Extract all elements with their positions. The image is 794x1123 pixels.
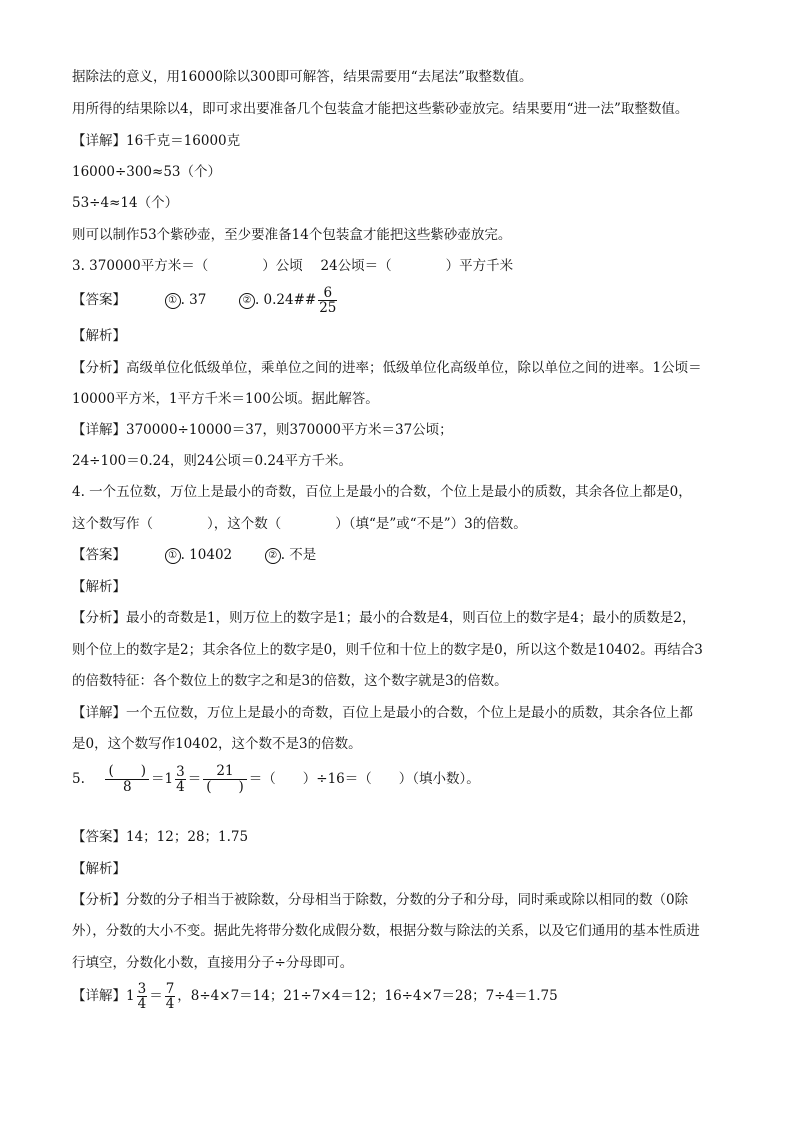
answer-3-line (72, 286, 339, 315)
detail-line: 是0，这个数写作10402，这个数不是3的倍数。 (72, 736, 362, 752)
fraction: $\frac{7}{4}$ (165, 981, 175, 1013)
detail-line: 【详解】16千克＝16000克 (72, 133, 241, 149)
fraction: $\frac{3}{4}$ (176, 763, 185, 795)
detail-line: 24÷100＝0.24，则24公顷＝0.24平方千米。 (72, 453, 353, 469)
question-number: 5. (72, 770, 85, 787)
circle-1-marker: ① (165, 293, 181, 309)
analysis-heading: 【解析】 (72, 861, 126, 877)
answer-label: 【答案】 (72, 547, 126, 563)
analysis-heading: 【解析】 (72, 328, 126, 344)
question-4: 4. 一个五位数，万位上是最小的奇数，百位上是最小的合数，个位上是最小的质数，其余各位上都是0， (72, 484, 692, 500)
analysis-text: 【分析】分数的分子相当于被除数，分母相当于除数，分数的分子和分母，同时乘或除以相同的数（0除 (72, 892, 689, 908)
analysis-heading: 【解析】 (72, 579, 126, 595)
answer-label: 【答案】 (72, 292, 126, 309)
fraction: $\frac{( )}{8}$ (105, 764, 149, 795)
calc-line: 16000÷300≈53（个） (72, 164, 222, 180)
text-line-1: 据除法的意义，用16000除以300即可解答，结果需要用“去尾法”取整数值。 (72, 69, 533, 85)
analysis-text: 外），分数的大小不变。据此先将带分数化成假分数，根据分数与除法的关系，以及它们通用的基本性质进 (72, 923, 700, 939)
circle-2-marker: ② (239, 293, 255, 309)
analysis-text: 10000平方米，1平方千米＝100公顷。据此解答。 (72, 391, 379, 407)
circle-2-marker: ② (265, 548, 281, 564)
detail-line: 【详解】一个五位数，万位上是最小的奇数，百位上是最小的合数，个位上是最小的质数，其余各位上都 (72, 705, 693, 721)
detail-line: 【详解】1 $\frac{3}{4}$ ＝ $\frac{7}{4}$ ，8÷4×7＝14；21÷7×4＝12；16÷4×7＝28；7÷4＝1.75 (72, 981, 558, 1013)
analysis-text: 行填空，分数化小数，直接用分子÷分母即可。 (72, 955, 354, 971)
calc-line: 53÷4≈14（个） (72, 195, 179, 211)
analysis-text: 【分析】高级单位化低级单位，乘单位之间的进率；低级单位化高级单位，除以单位之间的进率。1公顷＝ (72, 360, 702, 376)
conclusion-line: 则可以制作53个紫砂壶，至少要准备14个包装盒才能把这些紫砂壶放完。 (72, 227, 512, 243)
answer-value: . 10402 (180, 547, 233, 563)
question-5: 5. $\frac{( )}{8}$ ＝1 $\frac{3}{4}$ ＝ $\frac{21}{( )}$ ＝（ ）÷16＝（ ）（填小数）。 (72, 763, 480, 795)
text-line-2: 用所得的结果除以4，即可求出要准备几个包装盒才能把这些紫砂壶放完。结果要用“进一法”取整数值。 (72, 101, 689, 117)
fraction: $\frac{21}{( )}$ (203, 764, 247, 795)
fraction: $\frac{6}{25}$ (319, 285, 337, 317)
answer-value: . 不是 (280, 547, 317, 563)
question-3: 3. 370000平方米＝（ ）公顷 24公顷＝（ ）平方千米 (72, 258, 514, 274)
answer-value: . 0.24## (254, 292, 317, 309)
fraction: $\frac{3}{4}$ (137, 981, 147, 1013)
circle-1-marker: ① (165, 548, 181, 564)
answer-5-line: 【答案】14；12；28；1.75 (72, 829, 249, 845)
analysis-text: 的倍数特征：各个数位上的数字之和是3的倍数，这个数字就是3的倍数。 (72, 673, 508, 689)
analysis-text: 【分析】最小的奇数是1，则万位上的数字是1；最小的合数是4，则百位上的数字是4；最小的质数是2， (72, 610, 696, 626)
detail-line: 【详解】370000÷10000＝37，则370000平方米＝37公顷； (72, 422, 453, 438)
question-4-cont: 这个数写作（ ），这个数（ ）（填“是”或“不是”）3的倍数。 (72, 516, 527, 532)
answer-4-line (72, 546, 316, 564)
analysis-text: 则个位上的数字是2；其余各位上的数字是0，则千位和十位上的数字是0，所以这个数是10402。再结合3 (72, 642, 703, 658)
answer-value: . 37 (180, 292, 207, 309)
